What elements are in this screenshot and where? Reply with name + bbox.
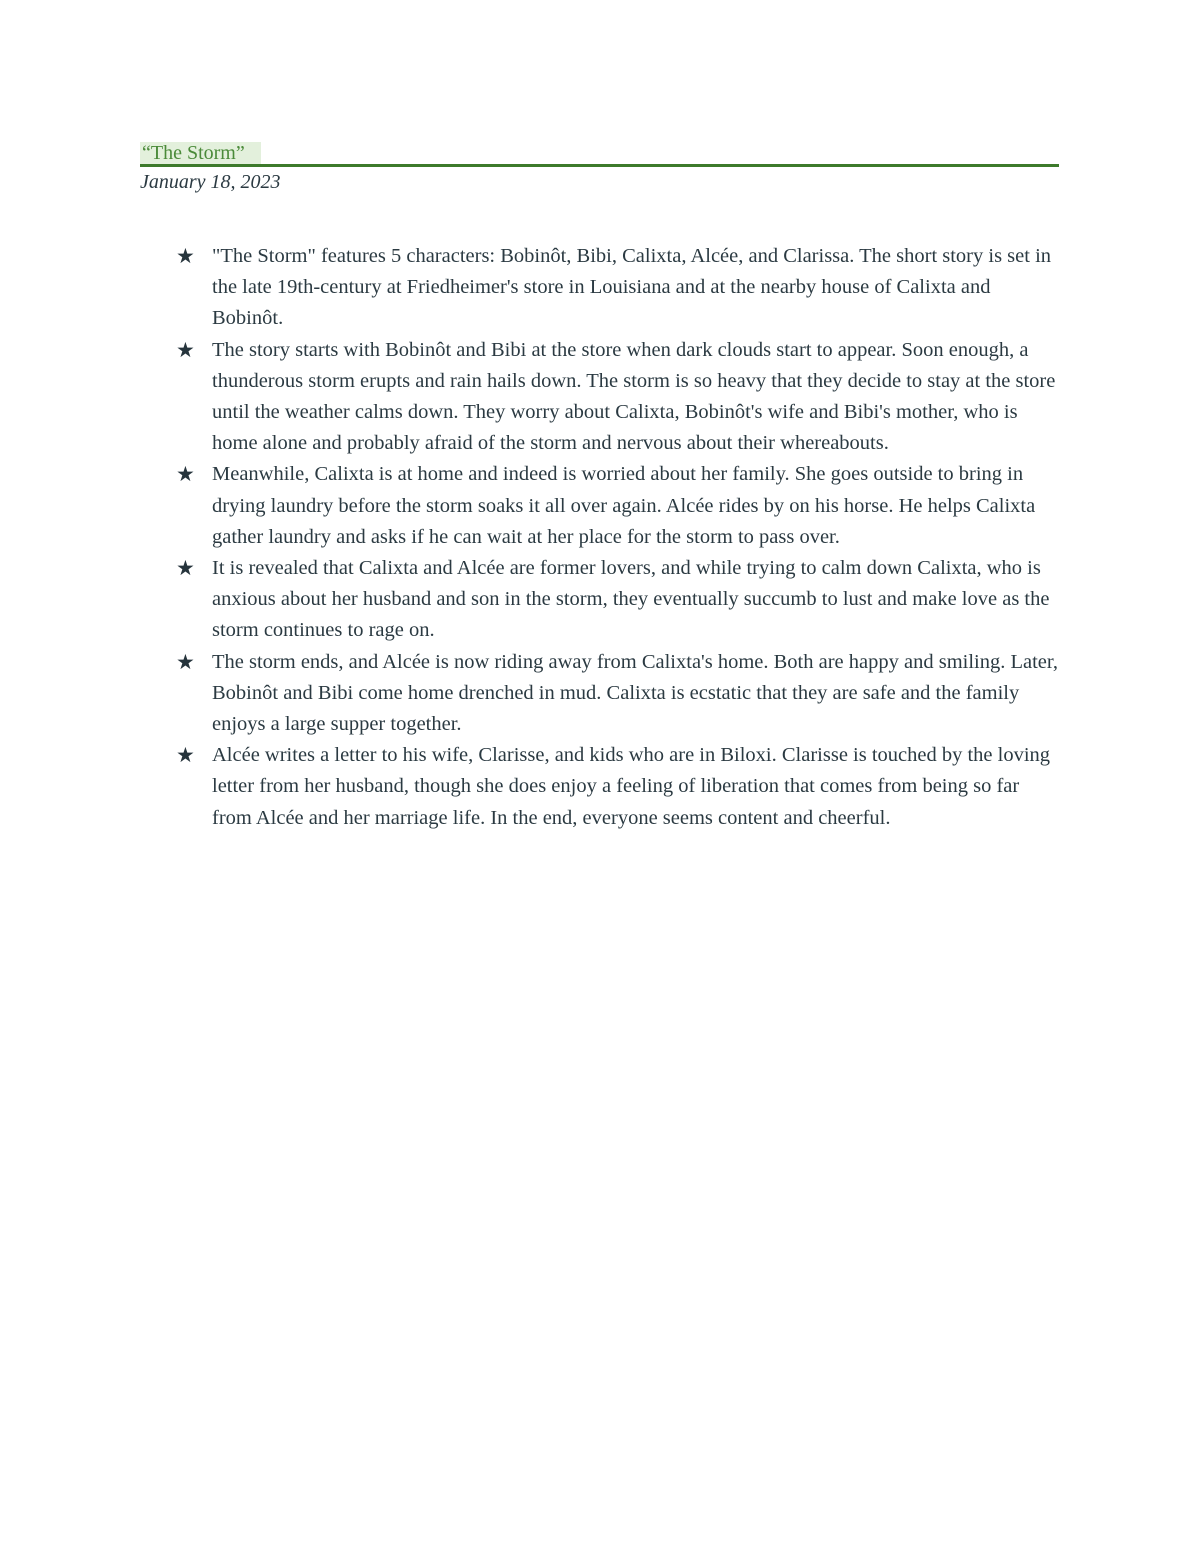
list-item (176, 647, 1060, 741)
note-text[interactable]: Meanwhile, Calixta is at home and indeed is worried about her family. She goes outside to bring in drying laundry before the storm soaks it all over again. Alcée rides by on his horse. He helps Calixta gather laundry and asks if he can wait at her place for the storm to pass over. (212, 463, 1036, 548)
list-item (176, 335, 1060, 460)
list-item (176, 740, 1060, 834)
star-icon: ★ (176, 244, 195, 268)
notes-list (176, 241, 1060, 834)
list-item (176, 241, 1060, 335)
star-icon: ★ (176, 556, 195, 581)
star-icon: ★ (176, 743, 195, 768)
star-icon: ★ (176, 649, 195, 674)
document-title[interactable]: “The Storm” (140, 142, 261, 164)
note-text[interactable]: "The Storm" features 5 characters: Bobinôt, Bibi, Calixta, Alcée, and Clarissa. The short story is set in the late 19th-century at Friedheimer's store in Louisiana and at the nearby house of Calixta and Bobinôt. (212, 245, 1052, 330)
document-date[interactable]: January 18, 2023 (140, 171, 281, 193)
list-item (176, 553, 1060, 647)
note-text[interactable]: The story starts with Bobinôt and Bibi at the store when dark clouds start to appear. Soon enough, a thunderous storm erupts and rain hails down. The storm is so heavy that they decide to stay at the store until the weather calms down. They worry about Calixta, Bobinôt's wife and Bibi's mother, who is home alone and probably afraid of the storm and nervous about their whereabouts. (212, 338, 1056, 455)
note-text[interactable]: It is revealed that Calixta and Alcée are former lovers, and while trying to calm down Calixta, who is anxious about her husband and son in the storm, they eventually succumb to lust and make love as the storm continues to rage on. (212, 557, 1050, 642)
star-icon: ★ (176, 337, 195, 362)
list-item (176, 459, 1060, 553)
star-icon: ★ (176, 462, 195, 487)
title-rule (140, 140, 1059, 167)
note-text[interactable]: Alcée writes a letter to his wife, Clarisse, and kids who are in Biloxi. Clarisse is touched by the loving letter from her husband, though she does enjoy a feeling of liberation that comes from being so far from Alcée and her marriage life. In the end, everyone seems content and cheerful. (212, 744, 1051, 829)
note-text[interactable]: The storm ends, and Alcée is now riding away from Calixta's home. Both are happy and smiling. Later, Bobinôt and Bibi come home drenched in mud. Calixta is ecstatic that they are safe and the family enjoys a large supper together. (212, 650, 1059, 736)
